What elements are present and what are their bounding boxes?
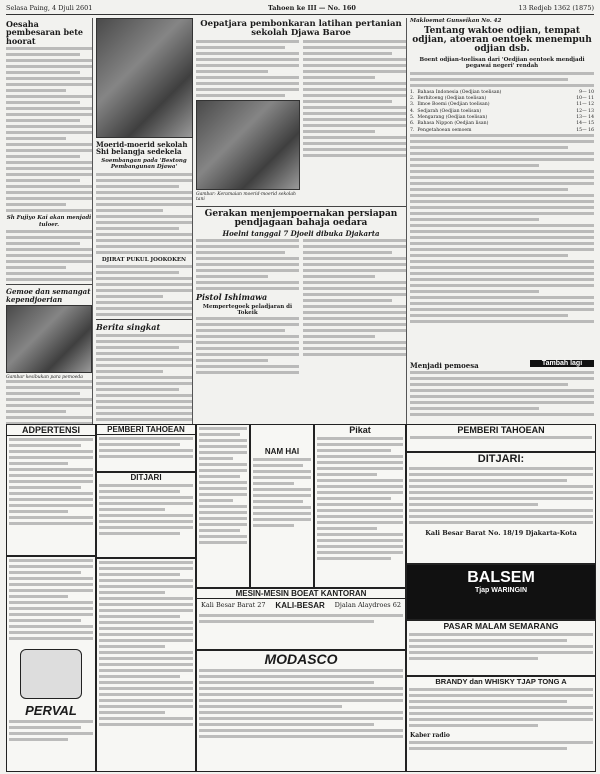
exam-time: 9— 10 bbox=[579, 89, 594, 95]
exam-subject: Mengarang (Oedjian toelisan) bbox=[417, 115, 488, 120]
exam-subject: Sedjarah (Oedjian toelisan) bbox=[417, 108, 482, 114]
ad-title: Pikat bbox=[349, 425, 371, 435]
exam-schedule-list bbox=[410, 90, 594, 134]
article-subtitle: Soembangan pada 'Bestong Pembangunan Djawa' bbox=[101, 157, 187, 171]
address-left: Kali Besar Barat 27 bbox=[201, 601, 266, 609]
ad-title: PERVAL bbox=[25, 703, 77, 718]
ad-title: DITJARI: bbox=[477, 453, 525, 465]
article-title: Pistol Ishimawa bbox=[196, 292, 268, 303]
ad-adpertensi bbox=[6, 424, 96, 556]
photo-caption: Gambar: Keramaian moerid-moerid sekolah tani bbox=[196, 191, 296, 203]
ad-small-notices bbox=[196, 424, 250, 588]
date-left: Selasa Paing, 4 Djuli 2601 bbox=[6, 4, 93, 12]
ad-perval bbox=[6, 556, 96, 772]
perval-product-icon bbox=[20, 649, 82, 699]
article-title: Gerakan menjempoernakan persiapan pendjagaan bahaja oedara bbox=[204, 208, 398, 229]
ad-title: MODASCO bbox=[264, 651, 338, 667]
exam-time: 14— 15 bbox=[576, 121, 594, 127]
article-title: Moerid-moerid sekolah Shi belangja sedekela bbox=[96, 140, 188, 157]
ad-title: DITJARI bbox=[130, 473, 162, 482]
ad-ditjari-2 bbox=[406, 452, 596, 564]
tambah-lagi-banner: Tambah lagi bbox=[530, 360, 594, 367]
exam-number: 4. bbox=[410, 108, 415, 114]
kali-besar-label: KALI-BESAR bbox=[275, 601, 325, 610]
exam-subject: Ilmoe Boemi (Oedjian toelisan) bbox=[417, 102, 490, 108]
ad-brandy bbox=[406, 676, 596, 772]
article-title: Gemoe dan semangat kependjoerian bbox=[6, 287, 91, 304]
ad-pikat bbox=[314, 424, 406, 588]
article-title: Oesaha pembesaran bete hoorat bbox=[6, 19, 83, 46]
ad-title: BALSEM bbox=[467, 569, 535, 586]
ad-title: NAM HAI bbox=[264, 447, 300, 456]
column-4 bbox=[410, 18, 594, 398]
ad-ditjari-1 bbox=[96, 472, 196, 558]
exam-time: 10— 11 bbox=[576, 96, 594, 102]
article-subtitle: Sh Fujiyo Kai akan menjadi tuloer. bbox=[6, 215, 92, 228]
exam-time: 13— 14 bbox=[576, 115, 594, 120]
article-subtitle: Hoelni tanggal 7 Djoeli dibuka Djakarta bbox=[222, 228, 380, 238]
date-right: 13 Redjeb 1362 (1875) bbox=[518, 4, 594, 12]
exam-time: 12— 13 bbox=[576, 108, 594, 114]
article-subtitle: DJIRAT PUKUL JOOKOKEN bbox=[101, 256, 187, 263]
exam-number: 3. bbox=[410, 102, 415, 108]
exam-number: 1. bbox=[410, 89, 415, 95]
address-right: Djalan Alaydroes 62 bbox=[334, 601, 401, 609]
column-4-lower bbox=[410, 360, 594, 426]
exam-time: 15— 16 bbox=[576, 127, 594, 133]
article-body bbox=[6, 47, 92, 212]
photo-youth bbox=[6, 305, 92, 373]
ad-mesin-kantoran bbox=[196, 588, 406, 650]
masthead-strip bbox=[6, 3, 594, 15]
ad-addresses bbox=[197, 599, 405, 612]
article-subtitle: Mempertegoek peladjaran di Tokeik bbox=[202, 303, 293, 317]
column-2 bbox=[96, 18, 193, 440]
ad-title: ADPERTENSI bbox=[7, 425, 95, 436]
exam-number: 5. bbox=[410, 115, 415, 120]
exam-subject: Pengetahoean oemoem bbox=[417, 127, 472, 133]
ad-subtitle: Tjap WARINGIN bbox=[474, 587, 528, 594]
ad-misc-column bbox=[96, 558, 196, 772]
ad-balsem bbox=[406, 564, 596, 620]
ad-title: BRANDY dan WHISKY TJAP TONG A bbox=[435, 677, 567, 686]
radio-heading: Kaber radio bbox=[410, 732, 450, 739]
ad-title: PASAR MALAM SEMARANG bbox=[443, 621, 559, 631]
exam-number: 6. bbox=[410, 121, 415, 127]
ad-modasco bbox=[196, 650, 406, 772]
ad-address: Kali Besar Barat No. 18/19 Djakarta-Kota bbox=[425, 529, 577, 537]
decree-headline: Tentang waktoe odjian, tempat odjian, atoeran oentoek menempuh odjian dsb. bbox=[412, 25, 592, 55]
exam-subject: Bahasa Nippon (Oedjian lisan) bbox=[417, 121, 489, 127]
column-3 bbox=[196, 18, 407, 438]
ad-pemberi-tahoean-1 bbox=[96, 424, 196, 472]
article-title: Menjadi pemoesa bbox=[410, 361, 479, 370]
ad-pasar-malam bbox=[406, 620, 596, 676]
exam-time: 11— 12 bbox=[576, 102, 594, 108]
photo-farm-students bbox=[196, 100, 300, 190]
exam-number: 7. bbox=[410, 127, 415, 133]
issue-number: Tahoen ke III — No. 160 bbox=[268, 4, 356, 12]
column-1 bbox=[6, 18, 93, 440]
exam-subject: Berhitoeng (Oedjian toelisan) bbox=[417, 96, 487, 102]
exam-subject: Bahasa Indonesia (Oedjian toelisan) bbox=[417, 89, 502, 95]
article-title: Oepatjara pembonkaran latihan pertanian sekolah Djawa Baroe bbox=[200, 19, 402, 38]
ad-title: MESIN-MESIN BOEAT KANTORAN bbox=[197, 589, 405, 599]
decree-label: Makloemat Gunseikan No. 42 bbox=[410, 18, 502, 24]
photo-school-students bbox=[96, 18, 193, 138]
ad-title: PEMBERI TAHOEAN bbox=[97, 425, 195, 435]
article-title: Berita singkat bbox=[96, 322, 161, 333]
ad-title: PEMBERI TAHOEAN bbox=[457, 425, 545, 435]
exam-number: 2. bbox=[410, 96, 415, 102]
decree-subhead: Boent odjian-toelisan dari 'Oedjian oentoek mendjadi pegawai negeri' rendah bbox=[419, 56, 585, 70]
photo-caption: Gambar kesibukan para pemoeda bbox=[6, 374, 83, 380]
ad-pemberi-tahoean-2 bbox=[406, 424, 596, 452]
ad-nam-hai bbox=[250, 424, 314, 588]
